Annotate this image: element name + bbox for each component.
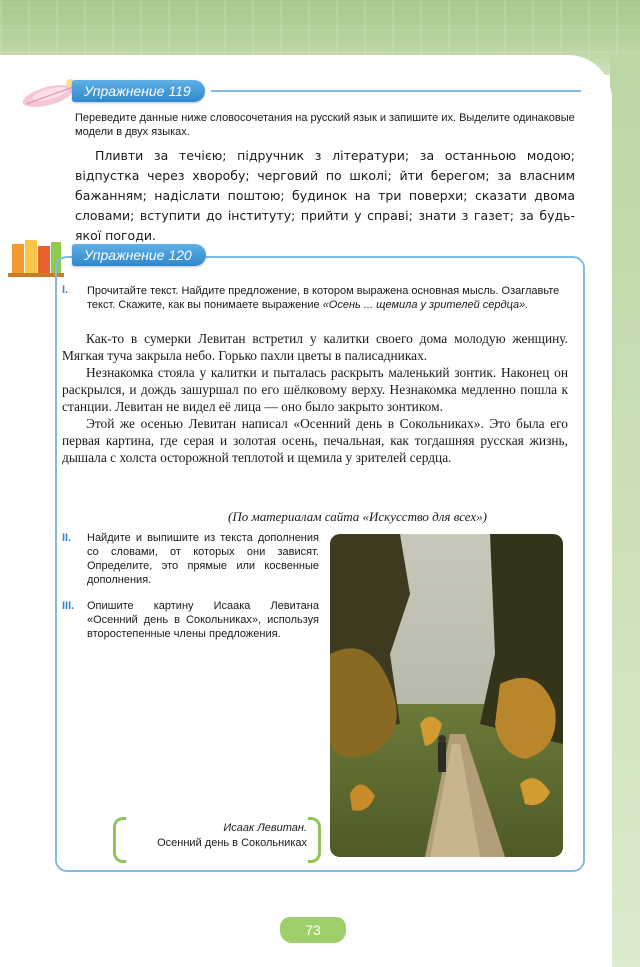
exercise-119-header xyxy=(72,80,581,102)
exercise-120-title: Упражнение 120 xyxy=(72,244,206,266)
task-1-number: I. xyxy=(62,284,69,296)
caption-author: Исаак Левитан. xyxy=(223,822,307,834)
page-number: 73 xyxy=(280,917,346,943)
painting-caption xyxy=(113,817,321,857)
task-2-text: Найдите и выпишите из текста дополнения со словами, от которых они зависят. Определите, это прямые или косвенные дополнения. xyxy=(87,532,319,586)
caption-title: Осенний день в Сокольниках xyxy=(157,837,307,849)
side-decoration xyxy=(610,55,640,967)
exercise-119-text: Пливти за течією; підручник з літератури; за останньою модою; відпустка через хворобу; черговий по школі; йти берегом; за власним бажанням; надіслати поштою; будинок на три поверхи; сказати двома словами; вступити до інституту; прийти у справі; знати з газет; за будь-якої погоди. xyxy=(75,148,575,243)
task-2-number: II. xyxy=(62,532,72,544)
task-3-text: Опишите картину Исаака Левитана «Осенний день в Сокольниках», используя второстепенные члены предложения. xyxy=(87,600,319,640)
exercise-119-instruction: Переведите данные ниже словосочетания на русский язык и запишите их. Выделите одинаковые модели в двух языках. xyxy=(75,112,575,138)
task-1-text: Прочитайте текст. Найдите предложение, в котором выражена основная мысль. Озаглавьте текст. Скажите, как вы понимаете выражение «Осень ... щемила у зрителей сердца». xyxy=(87,285,560,311)
paragraph: Незнакомка стояла у калитки и пыталась раскрыть маленький зонтик. Наконец он раскрылся, и дождь зашуршал по его шёлковому верху. Незнакомка медленно пошла к станции. Левитан не видел её лица — оно было закрыто зонтиком. xyxy=(62,365,568,414)
exercise-120-header xyxy=(72,244,206,266)
source-attribution: (По материалам сайта «Искусство для всех») xyxy=(228,509,487,524)
reading-text xyxy=(62,330,568,466)
painting-image xyxy=(330,534,563,857)
paragraph: Как-то в сумерки Левитан встретил у калитки своего дома молодую женщину. Мягкая туча закрыла небо. Горько пахли цветы в палисадниках. xyxy=(62,331,568,363)
exercise-119-title: Упражнение 119 xyxy=(72,80,205,102)
task-3-number: III. xyxy=(62,600,75,612)
paragraph: Этой же осенью Левитан написал «Осенний день в Сокольниках». Это была его первая картина, где серая и золотая осень, печальная, как тогдашняя русская жизнь, дышала с холста осторожной теплотой и щемила у зрителей сердца. xyxy=(62,416,568,465)
